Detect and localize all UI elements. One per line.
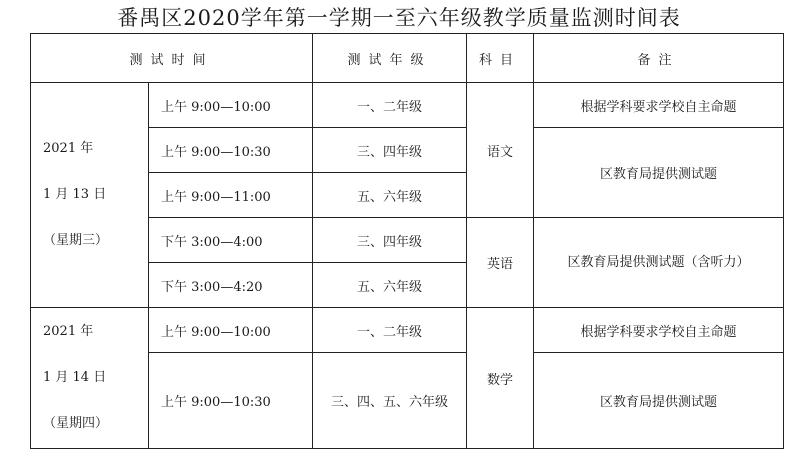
subject-cell-english: 英语 (467, 218, 534, 308)
note-cell: 根据学科要求学校自主命题 (534, 83, 784, 128)
date-day: 1 月 14 日 (43, 370, 107, 385)
grade-cell: 一、二年级 (313, 308, 467, 353)
date-year: 2021 年 (43, 141, 94, 156)
schedule-table (30, 33, 784, 449)
date-year: 2021 年 (43, 324, 94, 339)
time-cell: 下午 3:00—4:00 (149, 218, 313, 263)
time-cell: 上午 9:00—10:30 (149, 353, 313, 449)
date-cell-day2 (31, 308, 149, 449)
date-weekday: （星期三） (43, 233, 109, 248)
table-row (31, 308, 784, 353)
table-row (31, 83, 784, 128)
header-note: 备注 (534, 34, 784, 83)
table-header-row (31, 34, 784, 83)
grade-cell: 三、四年级 (313, 218, 467, 263)
grade-cell: 五、六年级 (313, 173, 467, 218)
header-grade: 测试年级 (313, 34, 467, 83)
header-time: 测试时间 (31, 34, 313, 83)
date-day: 1 月 13 日 (43, 187, 107, 202)
note-cell: 根据学科要求学校自主命题 (534, 308, 784, 353)
note-cell: 区教育局提供测试题（含听力） (534, 218, 784, 308)
note-cell: 区教育局提供测试题 (534, 128, 784, 218)
grade-cell: 一、二年级 (313, 83, 467, 128)
page-title: 番禺区2020学年第一学期一至六年级教学质量监测时间表 (117, 6, 681, 30)
date-weekday: （星期四） (43, 416, 109, 431)
time-cell: 下午 3:00—4:20 (149, 263, 313, 308)
time-cell: 上午 9:00—10:00 (149, 83, 313, 128)
grade-cell: 三、四、五、六年级 (313, 353, 467, 449)
note-cell: 区教育局提供测试题 (534, 353, 784, 449)
subject-cell-chinese: 语文 (467, 83, 534, 218)
grade-cell: 五、六年级 (313, 263, 467, 308)
date-cell-day1 (31, 83, 149, 308)
grade-cell: 三、四年级 (313, 128, 467, 173)
subject-cell-math: 数学 (467, 308, 534, 449)
time-cell: 上午 9:00—10:00 (149, 308, 313, 353)
header-subject: 科目 (467, 34, 534, 83)
time-cell: 上午 9:00—10:30 (149, 128, 313, 173)
time-cell: 上午 9:00—11:00 (149, 173, 313, 218)
